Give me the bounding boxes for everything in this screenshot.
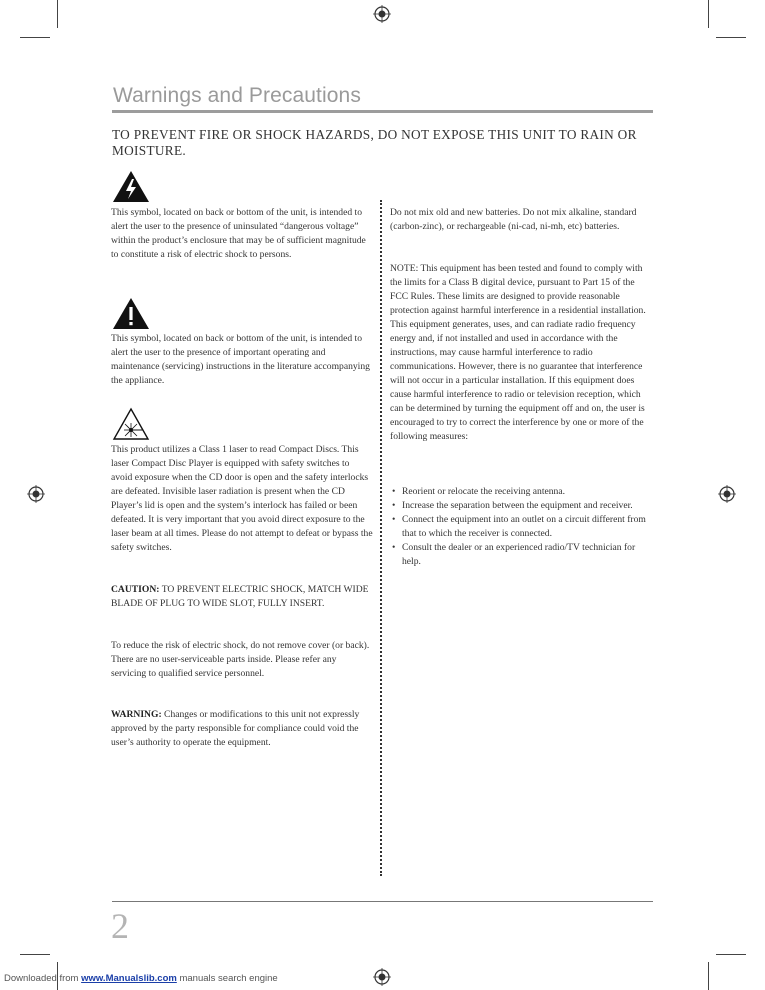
column-divider [380,200,382,876]
footer-suffix: manuals search engine [176,973,278,984]
warning-text: Changes or modifications to this unit not expressly approved by the party responsible for compliance could void the user’s authority to operate the equipment. [111,709,360,748]
shock-risk-text: To reduce the risk of electric shock, do not remove cover (or back). There are no user-serviceable parts inside. Please refer any servicing to qualified service personnel. [111,640,370,679]
crop-mark [716,954,746,955]
crop-mark [708,962,709,990]
crop-mark [708,0,709,28]
list-item: • Increase the separation between the equipment and receiver. [390,499,652,513]
crop-mark [20,37,50,38]
fcc-note-text: NOTE: This equipment has been tested and found to comply with the limits for a Class B digital device, pursuant to Part 15 of the FCC Rules. These limits are designed to provide reasonable protection against harmful interference in a residential installation. This equipment generates, uses, and can radiate radio frequency energy and, if not installed and used in accordance with the instructions, may cause harmful interference to radio communications. However, there is no guarantee that interference will not occur in a particular installation. If this equipment does cause harmful interference to radio or television reception, which can be determined by turning the equipment off and on, the user is encouraged to try to correct the interference by one or more of the following measures: [390,263,646,442]
list-item: • Reorient or relocate the receiving antenna. [390,485,652,499]
shock-symbol-text: This symbol, located on back or bottom of the unit, is intended to alert the user to the presence of uninsulated “dangerous voltage” within the product’s enclosure that may be of sufficient magnitude to constitute a risk of electric shock to persons. [111,207,366,260]
registration-mark-icon [373,5,391,23]
title-rule [112,110,653,113]
registration-mark-icon [718,485,736,503]
page-number: 2 [111,906,129,946]
footer-prefix: Downloaded from [4,973,82,984]
exclamation-triangle-icon [112,297,150,330]
crop-mark [20,954,50,955]
hazard-headline: TO PREVENT FIRE OR SHOCK HAZARDS, DO NOT EXPOSE THIS UNIT TO RAIN OR MOISTURE. [112,127,637,158]
registration-mark-icon [373,968,391,986]
bottom-rule [112,901,653,902]
list-item: • Consult the dealer or an experienced radio/TV technician for help. [390,541,652,569]
warning-paragraph [111,708,373,750]
crop-mark [716,37,746,38]
laser-radiation-icon [112,407,150,441]
warning-label: WARNING: [111,709,162,720]
registration-mark-icon [27,485,45,503]
page-title: Warnings and Precautions [113,84,361,107]
download-footer [4,973,278,984]
manualslib-link[interactable]: www.Manualslib.com [81,973,177,984]
battery-text: Do not mix old and new batteries. Do not mix alkaline, standard (carbon-zinc), or rechargeable (ni-cad, ni-mh, etc) batteries. [390,207,637,232]
caution-label: CAUTION: [111,584,160,595]
measures-list [390,485,652,569]
laser-text: This product utilizes a Class 1 laser to read Compact Discs. This laser Compact Disc Player is equipped with safety switches to avoid exposure when the CD door is open and the safety interlocks are defeated. Invisible laser radiation is present when the CD Player’s lid is open and the system’s interlock has failed or been defeated. It is very important that you avoid direct exposure to the laser beam at all times. Please do not attempt to defeat or bypass the safety switches. [111,444,373,553]
crop-mark [57,0,58,28]
caution-text: TO PREVENT ELECTRIC SHOCK, MATCH WIDE BLADE OF PLUG TO WIDE SLOT, FULLY INSERT. [111,584,369,609]
service-symbol-text: This symbol, located on back or bottom of the unit, is intended to alert the user to the presence of important operating and maintenance (servicing) instructions in the literature accompanying the appliance. [111,333,370,386]
list-item: • Connect the equipment into an outlet on a circuit different from that to which the receiver is connected. [390,513,652,541]
lightning-bolt-triangle-icon [112,170,150,203]
caution-paragraph [111,583,373,611]
